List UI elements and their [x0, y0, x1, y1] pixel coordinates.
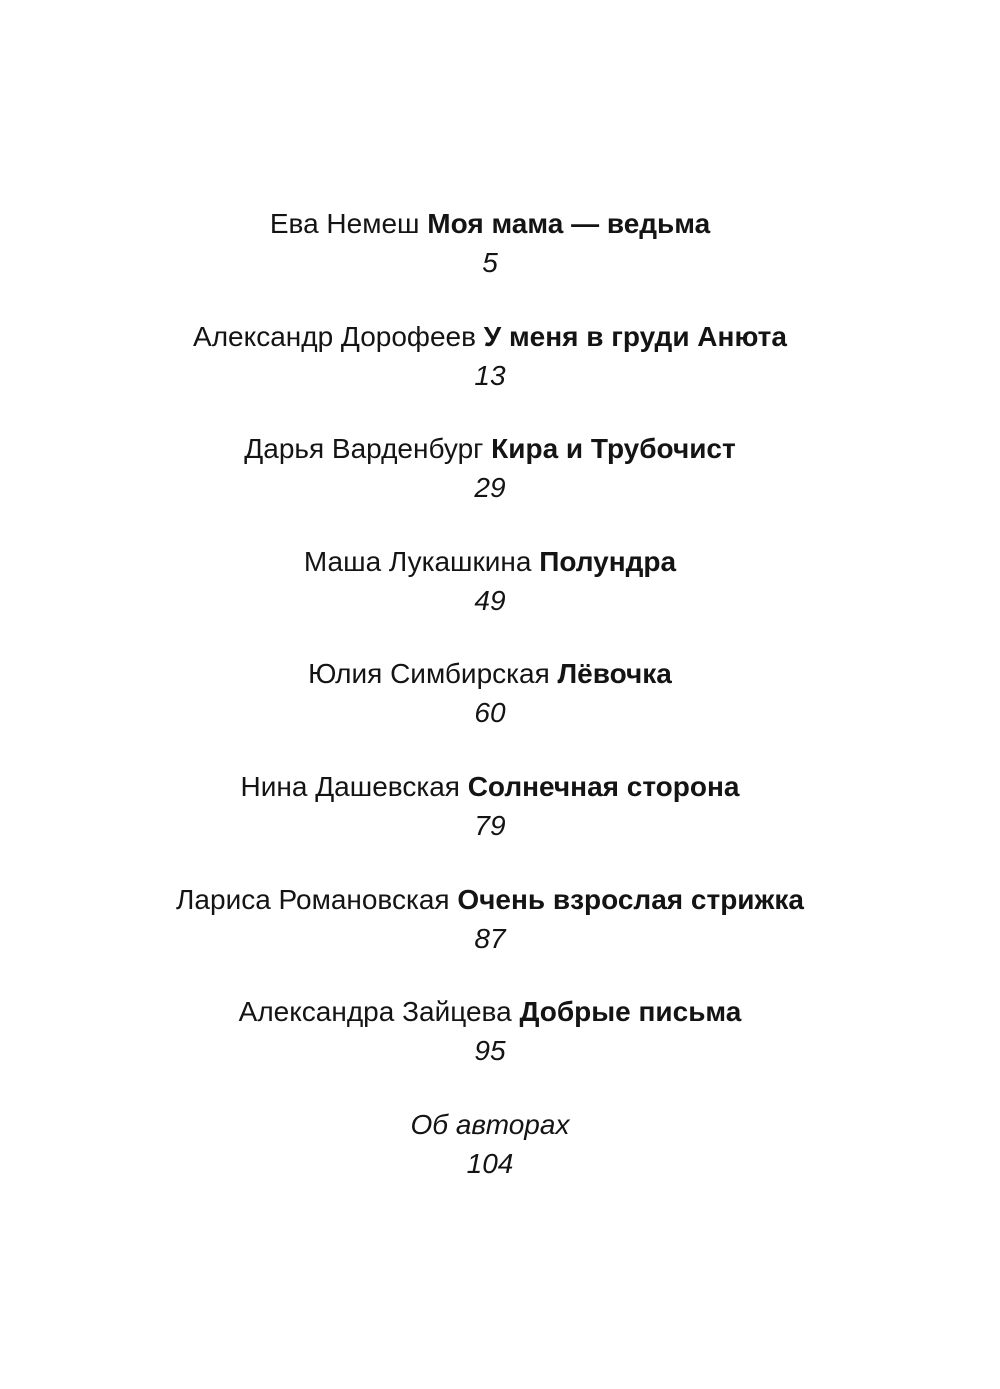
toc-title: Очень взрослая стрижка: [457, 883, 804, 915]
toc-entry-line: [0, 429, 980, 469]
toc-author: Юлия Симбирская: [308, 658, 550, 690]
toc-entry: [0, 767, 980, 880]
toc-entry-line: [0, 880, 980, 920]
toc-page-number: 95: [474, 1035, 506, 1067]
toc-page-number: 29: [474, 472, 506, 504]
toc-entry-line: [0, 992, 980, 1032]
toc-entry: [0, 880, 980, 993]
table-of-contents: [0, 204, 980, 1217]
toc-page-number: 13: [474, 359, 506, 391]
toc-entry-about-authors: [0, 1105, 980, 1218]
toc-page-number: 104: [466, 1147, 514, 1179]
toc-page-number: 49: [474, 584, 506, 616]
toc-entry: [0, 429, 980, 542]
toc-title: У меня в груди Анюта: [483, 320, 787, 352]
toc-author: Ева Немеш: [269, 208, 420, 239]
toc-page-number: 87: [474, 922, 506, 954]
toc-author: Нина Дашевская: [240, 770, 460, 802]
toc-entry-line: [0, 1105, 980, 1145]
toc-title: Добрые письма: [519, 996, 742, 1028]
toc-entry-line: [0, 317, 980, 357]
toc-entry: [0, 654, 980, 767]
toc-author: Александра Зайцева: [238, 996, 512, 1028]
toc-author: Дарья Варденбург: [244, 433, 484, 465]
toc-entry-line: [0, 542, 980, 582]
toc-entry: [0, 542, 980, 655]
toc-entry: [0, 317, 980, 430]
toc-title: Солнечная сторона: [467, 770, 740, 802]
toc-entry-line: [0, 767, 980, 807]
toc-author: Маша Лукашкина: [303, 545, 532, 577]
toc-entry: [0, 992, 980, 1105]
toc-entry: [0, 204, 980, 317]
toc-page-number: 5: [482, 247, 498, 278]
toc-author: Александр Дорофеев: [193, 320, 476, 352]
toc-entry-line: [0, 204, 980, 244]
about-authors-title: Об авторах: [410, 1108, 570, 1140]
toc-page-number: 79: [474, 809, 506, 841]
toc-title: Лёвочка: [557, 658, 672, 690]
toc-title: Кира и Трубочист: [491, 433, 736, 465]
toc-author: Лариса Романовская: [176, 883, 450, 915]
toc-entry-line: [0, 654, 980, 694]
toc-title: Моя мама — ведьма: [427, 208, 711, 239]
toc-page-number: 60: [474, 697, 506, 729]
toc-title: Полундра: [539, 545, 677, 577]
